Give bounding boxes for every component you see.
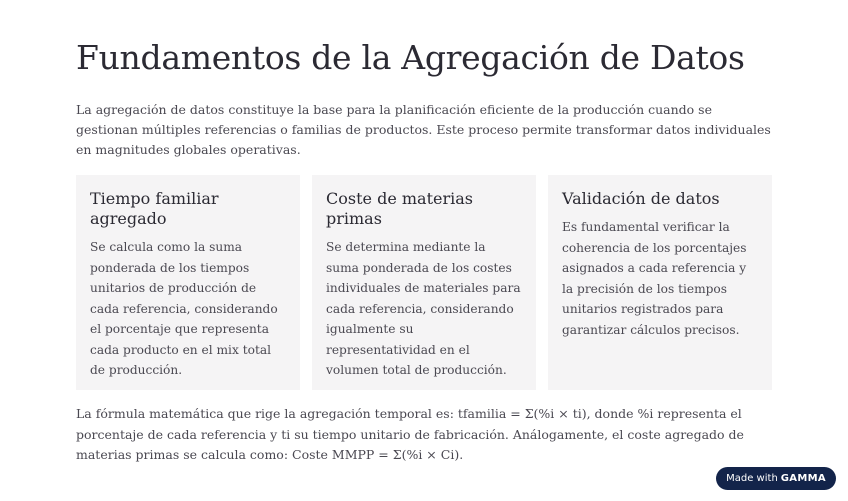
- card-body: Es fundamental verificar la coherencia de los porcentajes asignados a cada referencia y la precisión de los tiempos unitarios registrados para garantizar cálculos precisos.: [562, 220, 747, 337]
- card-validacion: [548, 175, 772, 390]
- badge-prefix: Made with: [726, 473, 778, 484]
- formula-paragraph: La fórmula matemática que rige la agregación temporal es: tfamilia = Σ(%i × ti), donde %i representa el porcentaje de cada referencia y ti su tiempo unitario de fabricación. Análogamente, el coste agregado de materias primas se calcula como: Coste MMPP = Σ(%i × Ci).: [76, 406, 744, 462]
- card-coste-materias: [312, 175, 536, 390]
- card-body: Se calcula como la suma ponderada de los tiempos unitarios de producción de cada referencia, considerando el porcentaje que representa cada producto en el mix total de producción.: [90, 240, 278, 377]
- card-title: Tiempo familiar agregado: [90, 189, 219, 228]
- intro-paragraph: La agregación de datos constituye la base para la planificación eficiente de la producción cuando se gestionan múltiples referencias o familias de productos. Este proceso permite transformar datos individuales en magnitudes globales operativas.: [76, 102, 771, 157]
- card-tiempo-familiar: [76, 175, 300, 390]
- card-title: Coste de materias primas: [326, 189, 473, 228]
- made-with-gamma-badge[interactable]: [716, 467, 836, 490]
- page-title: Fundamentos de la Agregación de Datos: [76, 38, 745, 77]
- card-title: Validación de datos: [562, 189, 720, 208]
- card-body: Se determina mediante la suma ponderada de los costes individuales de materiales para cada referencia, considerando igualmente su representatividad en el volumen total de producción.: [326, 240, 521, 377]
- gamma-logo: GAMMA: [780, 473, 826, 484]
